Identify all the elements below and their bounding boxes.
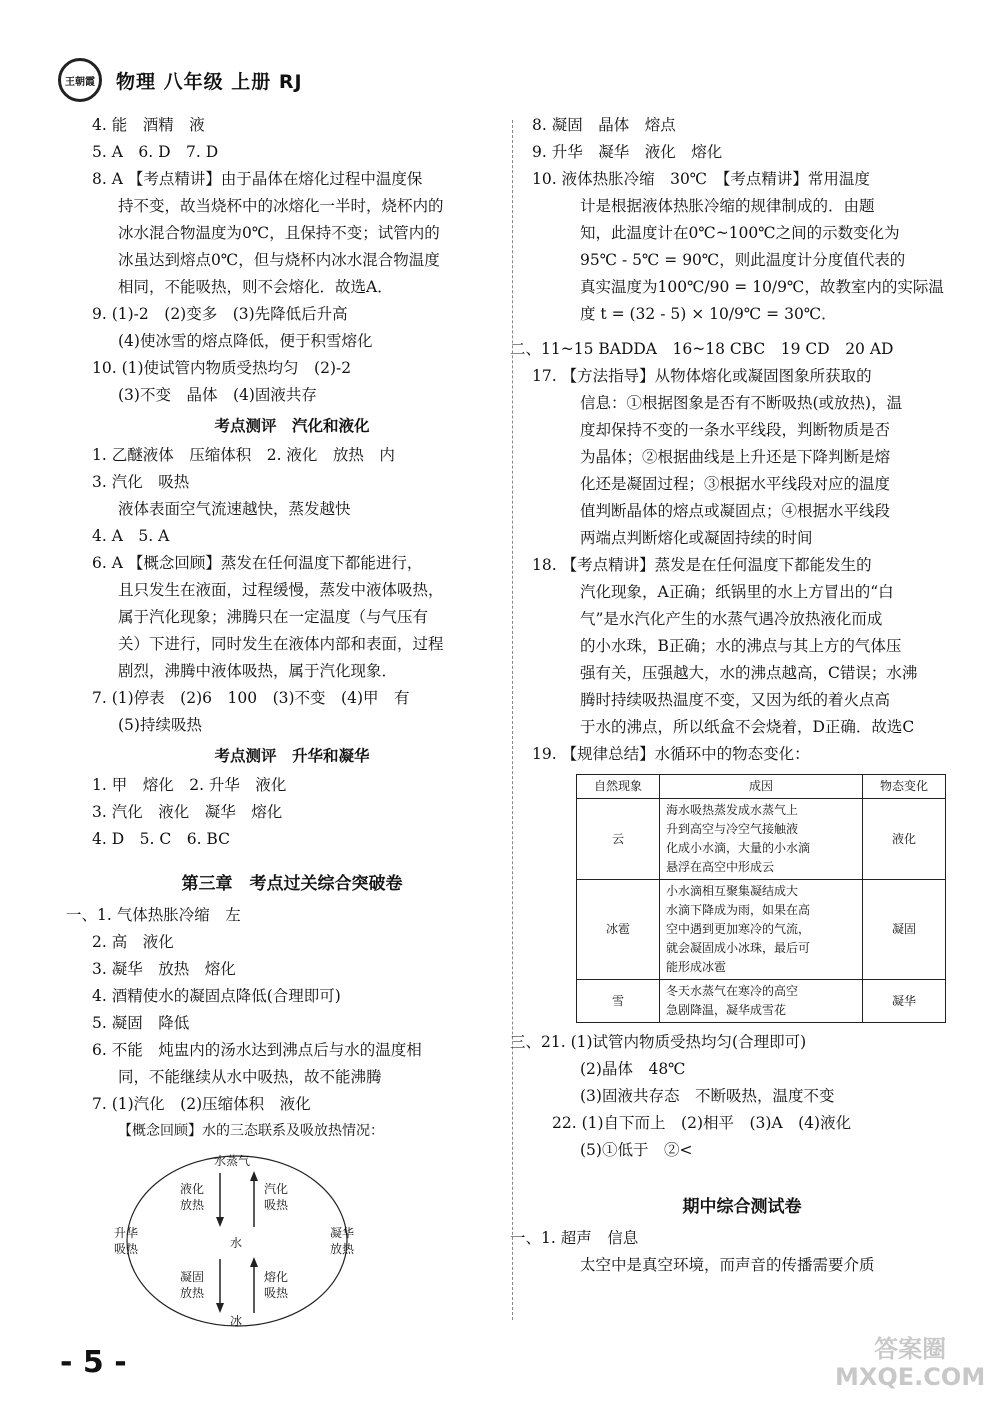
page-number: - 5 - (60, 1345, 127, 1380)
diagram-deposit: 凝华 (330, 1226, 355, 1240)
diagram-deposit-heat: 放热 (330, 1242, 355, 1256)
diagram-freeze-heat: 放热 (180, 1286, 205, 1300)
left-column (66, 112, 492, 1331)
answer-line: 3. 汽化 液化 凝华 熔化 (92, 803, 283, 821)
water-cycle-table (576, 774, 946, 1023)
answer-line: 18. 【考点精讲】蒸发是在任何温度下都能发生的 (532, 556, 872, 574)
cell-line: 就会凝固成小冰珠，最后可 (666, 941, 811, 955)
answer-line: 信息：①根据图象是否有不断吸热(或放热)，温 (580, 394, 903, 412)
cell-line: 空中遇到更加寒冷的气流， (666, 922, 811, 936)
table-cell (660, 880, 863, 980)
answer-line: 相同，不能吸热，则不会熔化．故选A． (118, 278, 393, 296)
table-header: 物态变化 (863, 775, 946, 799)
answer-line: 6. A 【概念回顾】蒸发在任何温度下都能进行， (92, 554, 423, 572)
watermark (835, 1335, 985, 1391)
cell-line: 升到高空与冷空气接触液 (666, 822, 799, 836)
answer-line: 于水的沸点，所以纸盒不会烧着，D正确．故选C (580, 718, 915, 736)
cell-line: 水滴下降成为雨，如果在高 (666, 903, 811, 917)
logo-icon (58, 58, 102, 102)
answer-line: 19. 【规律总结】水循环中的物态变化： (532, 745, 810, 763)
answer-line: 3. 汽化 吸热 (92, 473, 190, 491)
page-header (58, 58, 303, 102)
answer-line: 6. 不能 炖盅内的汤水达到沸点后与水的温度相 (92, 1041, 422, 1059)
answer-line: 4. 酒精使水的凝固点降低(合理即可) (92, 987, 341, 1005)
watermark-line: 答案圈 (874, 1335, 947, 1363)
answer-line: 95℃ - 5℃ = 90℃，则此温度计分度值代表的 (580, 251, 906, 269)
cell-line: 悬浮在高空中形成云 (666, 860, 775, 874)
answer-line: 真实温度为100℃/90 = 10/9℃，故教室内的实际温 (580, 278, 944, 296)
answer-line: 4. A 5. A (92, 527, 170, 545)
answer-line: 5. 凝固 降低 (92, 1014, 190, 1032)
answer-line: 一、1. 超声 信息 (510, 1229, 639, 1247)
diagram-liquefy: 液化 (180, 1182, 205, 1196)
diagram-water: 水 (230, 1236, 243, 1250)
table-header: 成因 (660, 775, 863, 799)
answer-line: 知，此温度计在0℃~100℃之间的示数变化为 (580, 224, 900, 242)
answer-line: 9. 升华 凝华 液化 熔化 (532, 143, 723, 161)
table-cell: 雪 (577, 980, 660, 1023)
answer-line: 气”是水汽化产生的水蒸气遇冷放热液化而成 (580, 610, 883, 628)
answer-line: 5. A 6. D 7. D (92, 143, 219, 161)
diagram-vaporize: 汽化 (264, 1182, 289, 1196)
answer-line: 1. 乙醚液体 压缩体积 2. 液化 放热 内 (92, 446, 395, 464)
cell-line: 急剧降温，凝华成雪花 (666, 1003, 787, 1017)
table-cell: 液化 (863, 799, 946, 880)
answer-line: 两端点判断熔化或凝固持续的时间 (580, 529, 813, 547)
watermark-line: MXQE.COM (835, 1363, 986, 1391)
answer-line: 【概念回顾】水的三态联系及吸放热情况： (118, 1123, 384, 1139)
logo-text: 王朝霞 (65, 76, 95, 88)
section-subtitle: 考点测评 升华和凝华 (214, 747, 370, 765)
table-header-row (577, 775, 946, 799)
answer-line: 冰水混合物温度为0℃，且保持不变；试管内的 (118, 224, 440, 242)
answer-line: 化还是凝固过程；③根据水平线段对应的温度 (580, 475, 891, 493)
answer-line: 三、21. (1)试管内物质受热均匀(合理即可) (510, 1033, 807, 1051)
table-row (577, 980, 946, 1023)
answer-line: (2)晶体 48℃ (580, 1060, 686, 1078)
answer-line: 9. (1)-2 (2)变多 (3)先降低后升高 (92, 305, 348, 323)
right-column (510, 112, 952, 1279)
table-header: 自然现象 (577, 775, 660, 799)
answer-line: (4)使冰雪的熔点降低，便于积雪熔化 (118, 332, 373, 350)
diagram-melt-heat: 吸热 (264, 1286, 289, 1300)
answer-line: 冰虽达到熔点0℃，但与烧杯内冰水混合物温度 (118, 251, 440, 269)
diagram-melt: 熔化 (264, 1270, 289, 1284)
chapter-title: 第三章 考点过关综合突破卷 (181, 874, 403, 894)
answer-line: (3)固液共存态 不断吸热，温度不变 (580, 1087, 835, 1105)
answer-line: (5)持续吸热 (118, 716, 202, 734)
table-cell: 冰雹 (577, 880, 660, 980)
answer-line: 关）下进行，同时发生在液体内部和表面，过程 (118, 635, 444, 653)
answer-line: 剧烈，沸腾中液体吸热，属于汽化现象． (118, 662, 398, 680)
answer-line: 3. 凝华 放热 熔化 (92, 960, 236, 978)
answer-line: 度却保持不变的一条水平线段，判断物质是否 (580, 421, 891, 439)
answer-line: 4. D 5. C 6. BC (92, 830, 230, 848)
answer-line: 计是根据液体热胀冷缩的规律制成的．由题 (580, 197, 875, 215)
diagram-vaporize-heat: 吸热 (264, 1198, 289, 1212)
answer-line: 属于汽化现象；沸腾只在一定温度（与气压有 (118, 608, 429, 626)
answer-line: 持不变，故当烧杯中的冰熔化一半时，烧杯内的 (118, 197, 444, 215)
table-cell: 云 (577, 799, 660, 880)
answer-line: 7. (1)汽化 (2)压缩体积 液化 (92, 1095, 311, 1113)
answer-line: 汽化现象，A正确；纸锅里的水上方冒出的“白 (580, 583, 894, 601)
diagram-liquefy-heat: 放热 (180, 1198, 205, 1212)
answer-line: (3)不变 晶体 (4)固液共存 (118, 386, 317, 404)
cell-line: 小水滴相互聚集凝结成大 (666, 884, 799, 898)
water-state-diagram (112, 1151, 362, 1331)
answer-line: 10. 液体热胀冷缩 30℃ 【考点精讲】常用温度 (532, 170, 870, 188)
diagram-vapor: 水蒸气 (214, 1154, 251, 1168)
answer-line: 腾时持续吸热温度不变，又因为纸的着火点高 (580, 691, 891, 709)
cell-line: 冬天水蒸气在寒冷的高空 (666, 984, 799, 998)
diagram-ice: 冰 (230, 1314, 243, 1328)
section-title: 期中综合测试卷 (682, 1197, 802, 1217)
answer-line: (5)①低于 ②< (580, 1141, 693, 1159)
answer-line: 同，不能继续从水中吸热，故不能沸腾 (118, 1068, 382, 1086)
diagram-freeze: 凝固 (180, 1270, 205, 1284)
answer-line: 一、1. 气体热胀冷缩 左 (66, 906, 241, 924)
cell-line: 化成小水滴，大量的小水滴 (666, 841, 811, 855)
answer-line: 8. A 【考点精讲】由于晶体在熔化过程中温度保 (92, 170, 423, 188)
cell-line: 能形成冰雹 (666, 960, 727, 974)
answer-line: 7. (1)停表 (2)6 100 (3)不变 (4)甲 有 (92, 689, 410, 707)
answer-line: 17. 【方法指导】从物体熔化或凝固图象所获取的 (532, 367, 872, 385)
answer-line: 1. 甲 熔化 2. 升华 液化 (92, 776, 287, 794)
diagram-sublime-heat: 吸热 (114, 1242, 139, 1256)
table-cell: 凝固 (863, 880, 946, 980)
table-row (577, 880, 946, 980)
answer-line: 度 t = (32 - 5) × 10/9℃ = 30℃． (580, 305, 837, 323)
answer-line: 太空中是真空环境，而声音的传播需要介质 (580, 1256, 875, 1274)
answer-line: 2. 高 液化 (92, 933, 174, 951)
header-title: 物理 八年级 上册 RJ (116, 70, 303, 93)
answer-line: 为晶体；②根据曲线是上升还是下降判断是熔 (580, 448, 891, 466)
table-cell (660, 799, 863, 880)
cell-line: 海水吸热蒸发成水蒸气上 (666, 803, 799, 817)
table-row (577, 799, 946, 880)
answer-line: 值判断晶体的熔点或凝固点；④根据水平线段 (580, 502, 891, 520)
answer-line: 4. 能 酒精 液 (92, 116, 205, 134)
answer-line: 22. (1)自下而上 (2)相平 (3)A (4)液化 (552, 1114, 852, 1132)
table-cell (660, 980, 863, 1023)
answer-line: 8. 凝固 晶体 熔点 (532, 116, 676, 134)
answer-line: 的小水珠，B正确；水的沸点与其上方的气体压 (580, 637, 902, 655)
answer-line: 强有关，压强越大，水的沸点越高，C错误；水沸 (580, 664, 918, 682)
answer-line: 10. (1)使试管内物质受热均匀 (2)-2 (92, 359, 352, 377)
section-subtitle: 考点测评 汽化和液化 (214, 417, 370, 435)
answer-line: 液体表面空气流速越快，蒸发越快 (118, 500, 351, 518)
table-cell: 凝华 (863, 980, 946, 1023)
answer-line: 二、11~15 BADDA 16~18 CBC 19 CD 20 AD (510, 340, 894, 358)
diagram-sublime: 升华 (114, 1226, 139, 1240)
column-divider (512, 120, 513, 1320)
answer-line: 且只发生在液面，过程缓慢，蒸发中液体吸热， (118, 581, 444, 599)
